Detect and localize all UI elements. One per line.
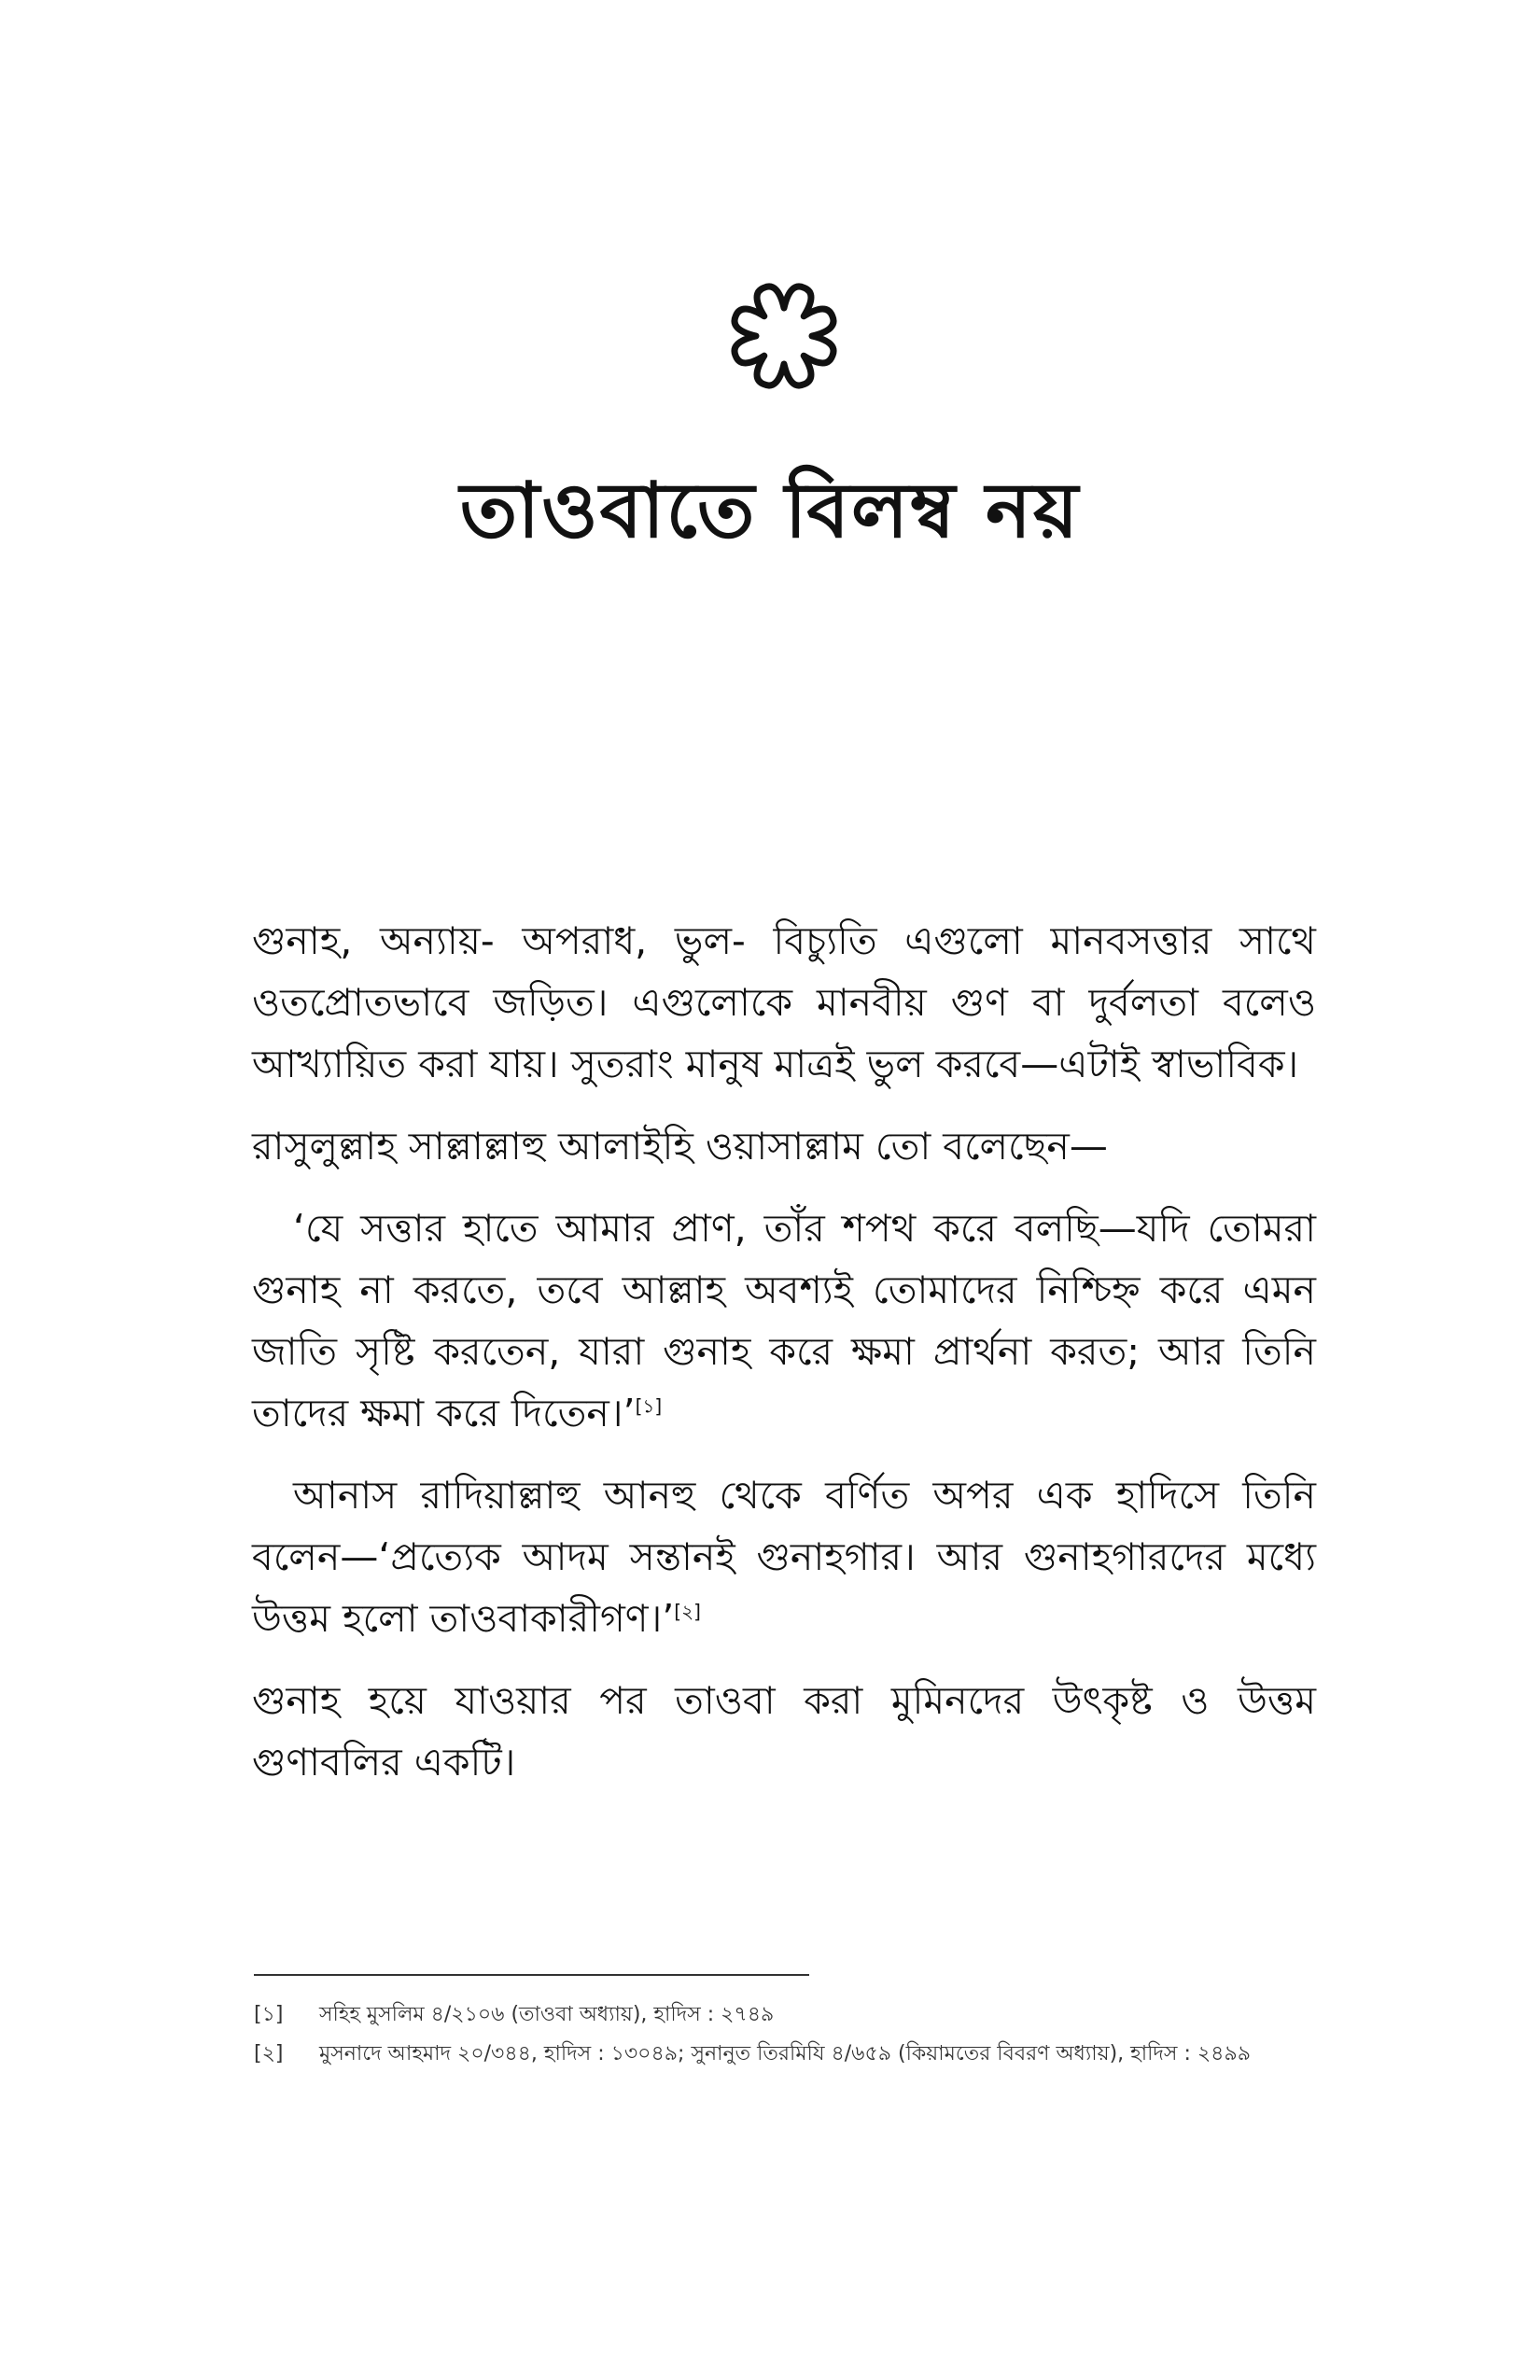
body-text bbox=[252, 910, 1316, 1813]
chapter-title: তাওবাতে বিলম্ব নয় bbox=[459, 467, 1081, 555]
footnote-1-number: [১] bbox=[254, 2003, 284, 2026]
hadith-quote-2-text: আনাস রাদিয়াল্লাহু আনহু থেকে বর্ণিত অপর এক হাদিসে তিনি বলেন—‘প্রত্যেক আদম সন্তানই গুনাহগার। আর গুনাহগারদের মধ্যে উত্তম হলো তাওবাকারীগণ।’ bbox=[252, 1473, 1316, 1641]
footnote-2 bbox=[254, 2035, 1318, 2074]
paragraph-hadith-intro: রাসুলুল্লাহ সাল্লাল্লাহু আলাইহি ওয়াসাল্লাম তো বলেছেন— bbox=[252, 1124, 1108, 1169]
footnote-divider bbox=[254, 1974, 809, 1976]
paragraph-conclusion: গুনাহ হয়ে যাওয়ার পর তাওবা করা মুমিনদের উৎকৃষ্ট ও উত্তম গুণাবলির একটি। bbox=[252, 1678, 1316, 1785]
flower-ornament-icon bbox=[723, 275, 845, 397]
footnote-ref-1[interactable]: [১] bbox=[635, 1394, 663, 1418]
footnote-1-text: সহিহ মুসলিম ৪/২১০৬ (তাওবা অধ্যায়), হাদিস : ২৭৪৯ bbox=[319, 2003, 775, 2026]
footnotes bbox=[254, 1995, 1318, 2074]
paragraph-intro: গুনাহ, অন্যায়- অপরাধ, ভুল- বিচ্যুতি এগুলো মানবসত্তার সাথে ওতপ্রোতভাবে জড়িত। এগুলোকে মানবীয় গুণ বা দুর্বলতা বলেও আখ্যায়িত করা যায়। সুতরাং মানুষ মাত্রই ভুল করবে—এটাই স্বাভাবিক। bbox=[252, 918, 1316, 1086]
hadith-quote-1-text: ‘যে সত্তার হাতে আমার প্রাণ, তাঁর শপথ করে বলছি—যদি তোমরা গুনাহ না করতে, তবে আল্লাহ অবশ্যই তোমাদের নিশ্চিহ্ন করে এমন জাতি সৃষ্টি করতেন, যারা গুনাহ করে ক্ষমা প্রার্থনা করত; আর তিনি তাদের ক্ষমা করে দিতেন।’ bbox=[252, 1206, 1316, 1435]
footnote-2-number: [২] bbox=[254, 2042, 284, 2065]
footnote-ref-2[interactable]: [২] bbox=[674, 1600, 701, 1623]
paragraph-hadith-quote-2 bbox=[252, 1464, 1316, 1649]
footnote-2-text: মুসনাদে আহমাদ ২০/৩৪৪, হাদিস : ১৩০৪৯; সুনানুত তিরমিযি ৪/৬৫৯ (কিয়ামতের বিবরণ অধ্যায়), হাদিস : ২৪৯৯ bbox=[319, 2042, 1251, 2065]
paragraph-hadith-quote-1 bbox=[252, 1197, 1316, 1444]
footnote-1 bbox=[254, 1995, 1318, 2035]
